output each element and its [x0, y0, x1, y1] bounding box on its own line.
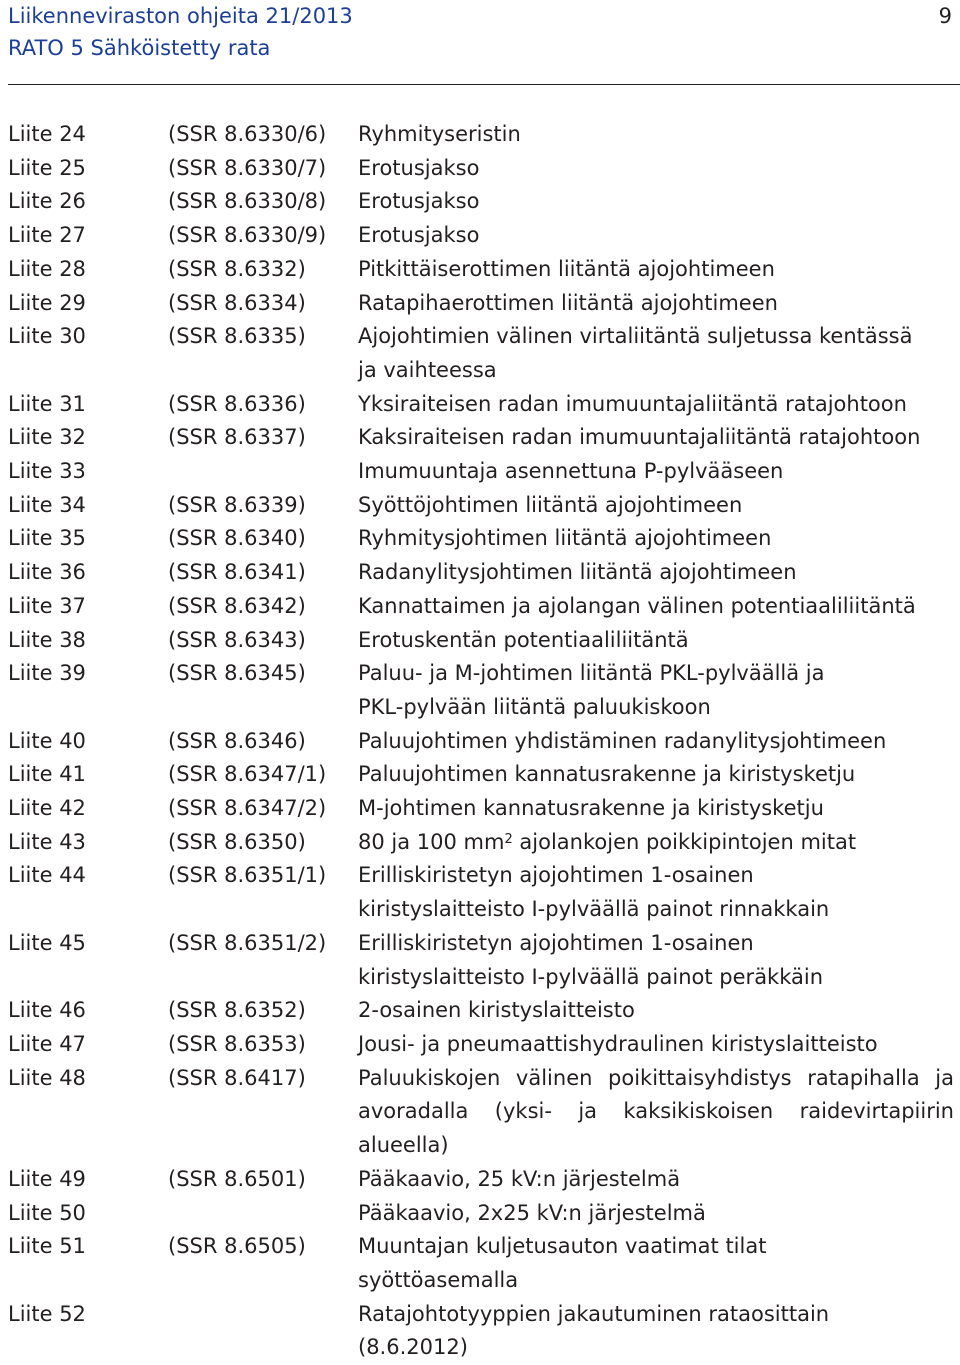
appendix-label: Liite 28: [8, 256, 86, 281]
appendix-entry: [8, 388, 954, 422]
appendix-code: (SSR 8.6336): [168, 391, 306, 416]
description-line: [358, 826, 954, 860]
appendix-label: Liite 27: [8, 223, 86, 248]
appendix-code: (SSR 8.6346): [168, 728, 306, 753]
description-line: Paluujohtimen yhdistäminen radanylitysjohtimeen: [358, 728, 887, 753]
description-line: Jousi- ja pneumaattishydraulinen kiristyslaitteisto: [358, 1031, 878, 1056]
description-line: Ryhmitysjohtimen liitäntä ajojohtimeen: [358, 526, 772, 551]
appendix-label: Liite 44: [8, 863, 86, 888]
appendix-code: (SSR 8.6339): [168, 492, 306, 517]
appendix-description: [358, 118, 954, 152]
superscript-exponent: 2: [504, 831, 513, 847]
description-line: kiristyslaitteisto I-pylväällä painot rinnakkain: [358, 897, 830, 922]
appendix-description: [358, 320, 954, 387]
description-line: Ajojohtimien välinen virtaliitäntä suljetussa kentässä: [358, 324, 913, 349]
appendix-label: Liite 43: [8, 829, 86, 854]
appendix-description: [358, 253, 954, 287]
appendix-label: Liite 34: [8, 492, 86, 517]
appendix-label: Liite 47: [8, 1031, 86, 1056]
description-line: Ryhmityseristin: [358, 122, 521, 146]
appendix-code: (SSR 8.6352): [168, 998, 306, 1023]
appendix-code: (SSR 8.6351/2): [168, 930, 327, 955]
description-line: Pääkaavio, 25 kV:n järjestelmä: [358, 1166, 681, 1191]
description-line: Imumuuntaja asennettuna P-pylvääseen: [358, 459, 784, 484]
appendix-entry: [8, 624, 954, 658]
appendix-description: [358, 657, 954, 724]
appendix-description: [358, 219, 954, 253]
appendix-code: (SSR 8.6335): [168, 324, 306, 349]
appendix-label: Liite 26: [8, 189, 86, 214]
appendix-description: [358, 624, 954, 658]
publication-series: Liikenneviraston ohjeita 21/2013: [8, 4, 353, 28]
appendix-description: [358, 792, 954, 826]
appendix-code: (SSR 8.6341): [168, 560, 306, 585]
description-line: kiristyslaitteisto I-pylväällä painot peräkkäin: [358, 964, 824, 989]
appendix-description: [358, 388, 954, 422]
appendix-label: Liite 24: [8, 122, 86, 146]
appendix-label: Liite 48: [8, 1065, 86, 1090]
appendix-description: [358, 725, 954, 759]
appendix-label: Liite 50: [8, 1200, 86, 1225]
appendix-entry: [8, 657, 954, 724]
description-line: Kannattaimen ja ajolangan välinen potentiaaliliitäntä: [358, 593, 916, 618]
description-line: Ratajohtotyyppien jakautuminen rataosittain: [358, 1301, 830, 1326]
appendix-code: (SSR 8.6330/9): [168, 223, 327, 248]
document-title: RATO 5 Sähköistetty rata: [8, 36, 271, 60]
appendix-entry: [8, 1028, 954, 1062]
appendix-label: Liite 46: [8, 998, 86, 1023]
appendix-code: (SSR 8.6353): [168, 1031, 306, 1056]
description-line: Kaksiraiteisen radan imumuuntajaliitäntä ratajohtoon: [358, 425, 921, 450]
appendix-label: Liite 33: [8, 459, 86, 484]
description-text: ajolankojen poikkipintojen mitat: [512, 829, 857, 854]
appendix-description: [358, 994, 954, 1028]
header-divider: [8, 84, 960, 85]
appendix-code: (SSR 8.6334): [168, 290, 306, 315]
appendix-description: [358, 758, 954, 792]
appendix-entry: [8, 590, 954, 624]
appendix-entry: [8, 185, 954, 219]
description-line: alueella): [358, 1133, 449, 1158]
description-line: Paluu- ja M-johtimen liitäntä PKL-pylväällä ja: [358, 661, 825, 686]
appendix-entry: [8, 758, 954, 792]
description-line: Erilliskiristetyn ajojohtimen 1-osainen: [358, 863, 754, 888]
appendix-label: Liite 49: [8, 1166, 86, 1191]
appendix-entry: [8, 455, 954, 489]
appendix-entry: [8, 556, 954, 590]
appendix-label: Liite 29: [8, 290, 86, 315]
appendix-code: (SSR 8.6337): [168, 425, 306, 450]
appendix-description: [358, 556, 954, 590]
appendix-entry: [8, 826, 954, 860]
appendix-label: Liite 31: [8, 391, 86, 416]
appendix-code: (SSR 8.6350): [168, 829, 306, 854]
description-line: Radanylitysjohtimen liitäntä ajojohtimeen: [358, 560, 797, 585]
appendix-entry: [8, 118, 954, 152]
appendix-code: (SSR 8.6330/8): [168, 189, 327, 214]
appendix-entry: [8, 1298, 954, 1365]
appendix-code: (SSR 8.6347/2): [168, 796, 327, 821]
appendix-entry: [8, 1163, 954, 1197]
description-text: 80 ja 100 mm: [358, 829, 505, 854]
appendix-description: [358, 421, 954, 455]
appendix-entry: [8, 792, 954, 826]
description-line: Yksiraiteisen radan imumuuntajaliitäntä ratajohtoon: [358, 391, 907, 416]
page-header: [8, 0, 952, 87]
appendix-description: [358, 1298, 954, 1365]
description-line: 2-osainen kiristyslaitteisto: [358, 998, 635, 1023]
appendix-code: (SSR 8.6330/6): [168, 122, 327, 146]
description-line: Pääkaavio, 2x25 kV:n järjestelmä: [358, 1200, 706, 1225]
description-line: Muuntajan kuljetusauton vaatimat tilat: [358, 1234, 767, 1259]
appendix-label: Liite 35: [8, 526, 86, 551]
appendix-description: [358, 927, 954, 994]
description-line: Pitkittäiserottimen liitäntä ajojohtimeen: [358, 256, 775, 281]
page-number: 9: [938, 4, 952, 28]
appendix-description: [358, 1230, 954, 1297]
appendix-list: [8, 118, 954, 1365]
appendix-description: [358, 859, 954, 926]
appendix-entry: [8, 421, 954, 455]
appendix-label: Liite 30: [8, 324, 86, 349]
appendix-code: (SSR 8.6332): [168, 256, 306, 281]
appendix-entry: [8, 994, 954, 1028]
appendix-description: [358, 1028, 954, 1062]
appendix-label: Liite 41: [8, 762, 86, 787]
appendix-entry: [8, 859, 954, 926]
description-line: syöttöasemalla: [358, 1267, 519, 1292]
appendix-entry: [8, 320, 954, 387]
appendix-code: (SSR 8.6330/7): [168, 155, 327, 180]
description-line: Erilliskiristetyn ajojohtimen 1-osainen: [358, 930, 754, 955]
appendix-description: [358, 185, 954, 219]
appendix-description: [358, 455, 954, 489]
appendix-entry: [8, 725, 954, 759]
appendix-code: (SSR 8.6340): [168, 526, 306, 551]
description-line: (8.6.2012): [358, 1335, 468, 1360]
appendix-label: Liite 42: [8, 796, 86, 821]
appendix-label: Liite 52: [8, 1301, 86, 1326]
appendix-description: [358, 590, 954, 624]
description-line: Syöttöjohtimen liitäntä ajojohtimeen: [358, 492, 743, 517]
description-line: Paluujohtimen kannatusrakenne ja kiristysketju: [358, 762, 856, 787]
appendix-code: (SSR 8.6505): [168, 1234, 306, 1259]
appendix-entry: [8, 522, 954, 556]
description-line: Erotusjakso: [358, 223, 480, 248]
appendix-code: (SSR 8.6345): [168, 661, 306, 686]
appendix-description: [358, 489, 954, 523]
appendix-entry: [8, 253, 954, 287]
appendix-label: Liite 39: [8, 661, 86, 686]
description-line: ja vaihteessa: [358, 357, 497, 382]
appendix-description: [358, 522, 954, 556]
appendix-description: [358, 826, 954, 860]
appendix-label: Liite 38: [8, 627, 86, 652]
appendix-entry: [8, 219, 954, 253]
appendix-description: [358, 287, 954, 321]
appendix-code: (SSR 8.6501): [168, 1166, 306, 1191]
appendix-description: [358, 152, 954, 186]
appendix-entry: [8, 152, 954, 186]
appendix-description: [358, 1062, 954, 1163]
appendix-code: (SSR 8.6417): [168, 1065, 306, 1090]
appendix-entry: [8, 1197, 954, 1231]
appendix-entry: [8, 1062, 954, 1163]
appendix-entry: [8, 489, 954, 523]
description-line: PKL-pylvään liitäntä paluukiskoon: [358, 694, 711, 719]
appendix-entry: [8, 1230, 954, 1297]
appendix-code: (SSR 8.6347/1): [168, 762, 327, 787]
appendix-label: Liite 45: [8, 930, 86, 955]
appendix-label: Liite 32: [8, 425, 86, 450]
appendix-code: (SSR 8.6342): [168, 593, 306, 618]
appendix-description: [358, 1163, 954, 1197]
description-line: Paluukiskojen välinen poikittaisyhdistys ratapihalla ja: [358, 1065, 954, 1090]
appendix-code: (SSR 8.6343): [168, 627, 306, 652]
description-line: Erotusjakso: [358, 189, 480, 214]
appendix-label: Liite 37: [8, 593, 86, 618]
description-line: M-johtimen kannatusrakenne ja kiristysketju: [358, 796, 824, 821]
description-line: Ratapihaerottimen liitäntä ajojohtimeen: [358, 290, 778, 315]
appendix-label: Liite 36: [8, 560, 86, 585]
appendix-label: Liite 40: [8, 728, 86, 753]
appendix-label: Liite 51: [8, 1234, 86, 1259]
appendix-description: [358, 1197, 954, 1231]
appendix-code: (SSR 8.6351/1): [168, 863, 327, 888]
description-line: avoradalla (yksi- ja kaksikiskoisen raidevirtapiirin: [358, 1099, 954, 1124]
appendix-entry: [8, 287, 954, 321]
description-line: Erotusjakso: [358, 155, 480, 180]
appendix-label: Liite 25: [8, 155, 86, 180]
appendix-entry: [8, 927, 954, 994]
description-line: Erotuskentän potentiaaliliitäntä: [358, 627, 689, 652]
